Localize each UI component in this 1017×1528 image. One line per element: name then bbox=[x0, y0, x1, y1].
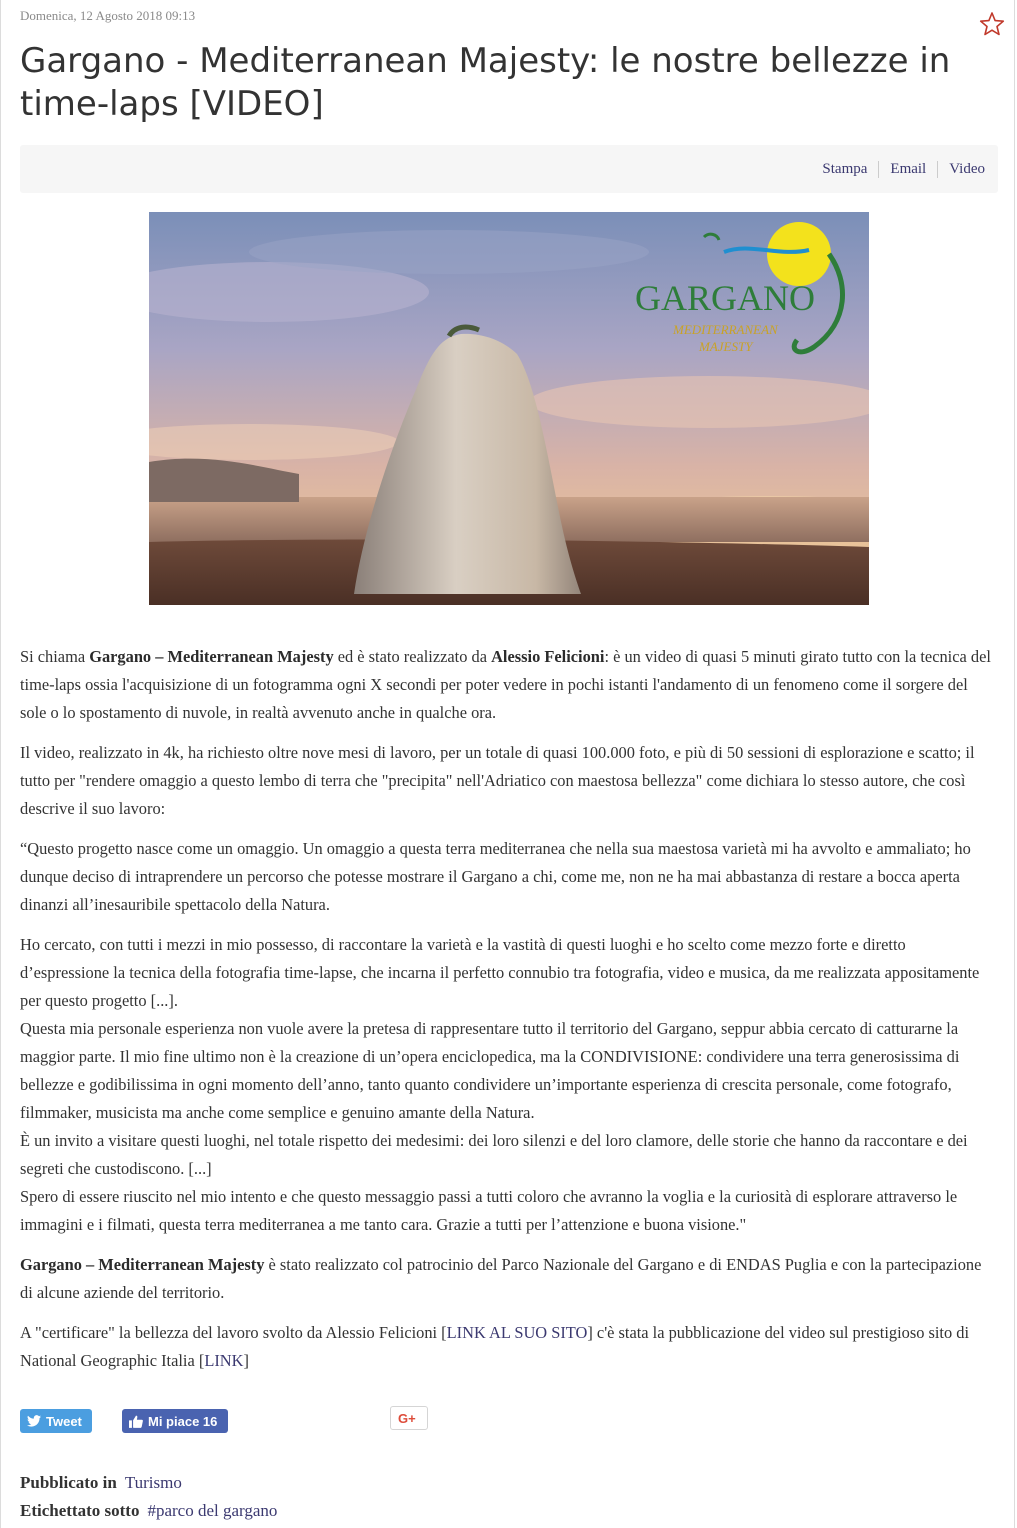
logo-subtitle-1: MEDITERRANEAN bbox=[673, 322, 778, 337]
like-label: Mi piace 16 bbox=[148, 1413, 218, 1429]
tweet-label: Tweet bbox=[46, 1413, 82, 1429]
text-span: : è un video di quasi 5 minuti girato tutto con la tecnica del time-laps ossia l'acquisizione di un fotogramma ogni X secondi per poter vedere in pochi istanti l'andamento di un fenomeno come il sorgere del sole o lo spostamento di nuvole, in realtà avvenuto anche in qualche ora. bbox=[20, 647, 991, 722]
text-span: Si chiama bbox=[20, 647, 90, 666]
text-span: A "certificare" la bellezza del lavoro svolto da Alessio Felicioni [ bbox=[20, 1323, 447, 1342]
gplus-button[interactable] bbox=[390, 1406, 428, 1430]
article-title: Gargano - Mediterranean Majesty: le nostre bellezze in time-laps [VIDEO] bbox=[20, 41, 951, 124]
text-span: ed è stato realizzato da bbox=[333, 647, 492, 666]
text-span: è stato realizzato col patrocinio del Parco Nazionale del Gargano e di ENDAS Puglia e con la partecipazione di alcune aziende del territorio. bbox=[20, 1255, 982, 1302]
article-body bbox=[20, 643, 998, 1387]
article-actions bbox=[811, 161, 985, 178]
article-toolbar bbox=[20, 145, 998, 193]
print-link[interactable]: Stampa bbox=[822, 161, 868, 177]
gplus-icon bbox=[391, 1407, 427, 1429]
tweet-button[interactable] bbox=[20, 1409, 92, 1433]
video-link[interactable]: Video bbox=[937, 161, 985, 178]
paragraph-6 bbox=[20, 1319, 998, 1375]
thumbs-up-icon bbox=[129, 1415, 143, 1428]
hero-photo bbox=[149, 212, 869, 605]
bold-title: Gargano – Mediterranean Majesty bbox=[20, 1255, 265, 1274]
category-link[interactable]: Turismo bbox=[124, 1473, 182, 1492]
paragraph-5 bbox=[20, 1251, 998, 1307]
bold-author: Alessio Felicioni bbox=[491, 647, 605, 666]
logo-title: GARGANO bbox=[635, 278, 815, 318]
paragraph-4 bbox=[20, 931, 998, 1239]
paragraph-2: Il video, realizzato in 4k, ha richiesto oltre nove mesi di lavoro, per un totale di quasi 100.000 foto, e più di 50 sessioni di esplorazione e scatto; il tutto per "rendere omaggio a questo lembo di terra che "precipita" nell'Adriatico con maestosa bellezza" come dichiara lo stesso autore, che così descrive il suo lavoro: bbox=[20, 743, 975, 818]
tagged-under bbox=[20, 1499, 277, 1523]
svg-text:G+: G+ bbox=[398, 1411, 416, 1426]
twitter-bird-icon bbox=[27, 1415, 41, 1427]
star-icon[interactable] bbox=[979, 11, 1005, 37]
text-span: ] c'è stata la pubblicazione del video sul prestigioso sito di National Geographic Italia [ bbox=[20, 1323, 970, 1370]
text-span: Questa mia personale esperienza non vuole avere la pretesa di rappresentare tutto il territorio del Gargano, seppur abbia cercato di catturarne la maggior parte. Il mio fine ultimo non è la creazione di un’opera enciclopedica, ma la CONDIVISIONE: condividere una terra generosissima di bellezze e godibilissima in ogni momento dell’anno, tanto quanto condividere un’importante esperienza di crescita personale, come fotografo, filmmaker, musicista ma anche come semplice e genuino amante della Natura. bbox=[20, 1019, 960, 1122]
like-button[interactable] bbox=[122, 1409, 228, 1433]
tagged-label: Etichettato sotto bbox=[20, 1501, 140, 1520]
bold-title: Gargano – Mediterranean Majesty bbox=[89, 647, 334, 666]
text-span: ] bbox=[243, 1351, 249, 1370]
author-site-link[interactable]: LINK AL SUO SITO bbox=[446, 1323, 588, 1342]
published-label: Pubblicato in bbox=[20, 1473, 117, 1492]
text-span: Spero di essere riuscito nel mio intento e che questo messaggio passi a tutti coloro che avranno la voglia e la curiosità di esplorare attraverso le immagini e i filmati, questa terra mediterranea a me tanto cara. Grazie a tutti per l’attenzione e buona visione." bbox=[20, 1187, 958, 1234]
article-date: Domenica, 12 Agosto 2018 09:13 bbox=[20, 8, 196, 23]
text-span: Ho cercato, con tutti i mezzi in mio possesso, di raccontare la varietà e la vastità di questi luoghi e ho scelto come mezzo forte e diretto d’espressione la tecnica della fotografia time-lapse, che incarna il perfetto connubio tra fotografia, video e musica, da me realizzata appositamente per questo progetto [...]. bbox=[20, 935, 980, 1010]
email-link[interactable]: Email bbox=[878, 161, 937, 178]
natgeo-link[interactable]: LINK bbox=[204, 1351, 244, 1370]
tag-link[interactable]: #parco del gargano bbox=[147, 1501, 278, 1520]
logo-subtitle-2: MAJESTY bbox=[699, 339, 753, 354]
paragraph-1 bbox=[20, 643, 998, 727]
text-span: È un invito a visitare questi luoghi, nel totale rispetto dei medesimi: dei loro silenzi e del loro clamore, delle storie che hanno da raccontare e dei segreti che custodiscono. [...] bbox=[20, 1131, 968, 1178]
hero-image bbox=[149, 212, 869, 605]
paragraph-3: “Questo progetto nasce come un omaggio. Un omaggio a questa terra mediterranea che nella sua maestosa varietà mi ha avvolto e ammaliato; ho dunque deciso di intraprendere un percorso che potesse mostrare il Gargano a chi, come me, non ne ha mai abbastanza di restare a bocca aperta dinanzi all’inesauribile spettacolo della Natura. bbox=[20, 839, 971, 914]
published-in bbox=[20, 1471, 182, 1495]
